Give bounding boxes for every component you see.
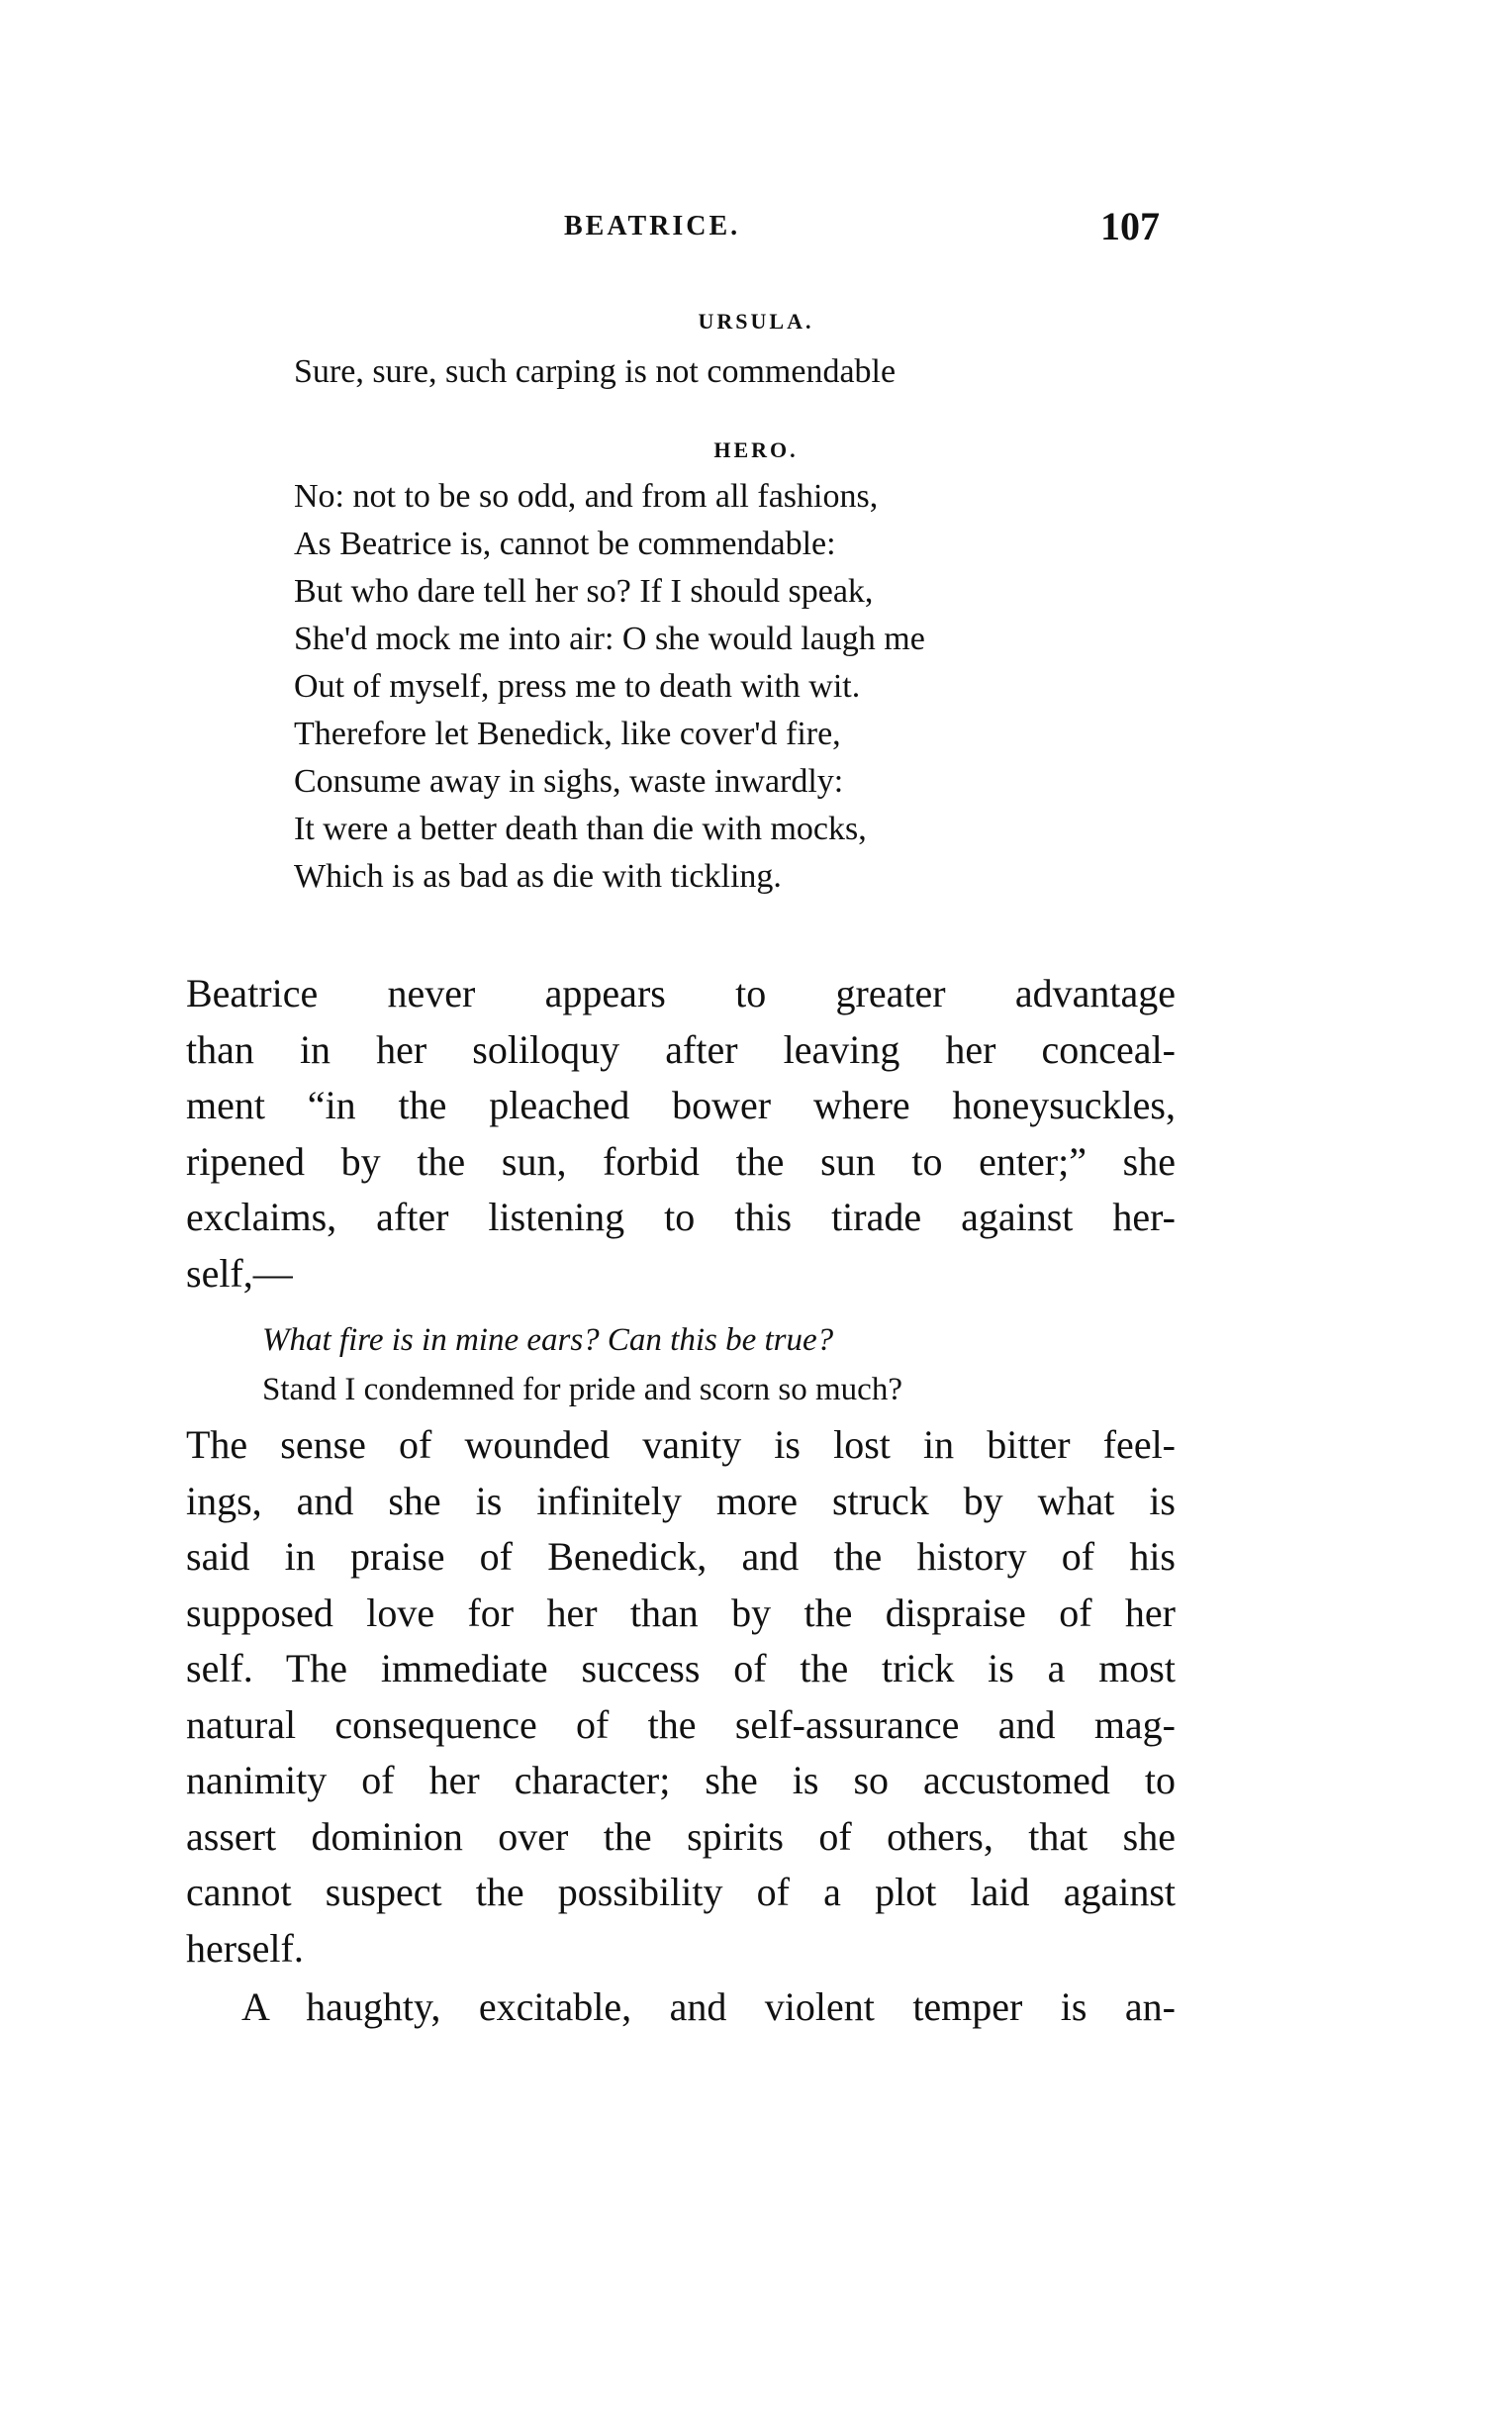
prose-line: nanimity of her character; she is so accustomed to [186, 1758, 1176, 1802]
paragraph-3 [186, 1979, 1176, 2036]
prose-line: said in praise of Benedick, and the history of his [186, 1534, 1176, 1579]
verse-ursula [294, 348, 896, 396]
prose-line: A haughty, excitable, and violent temper is an- [241, 1984, 1176, 2029]
verse-line: As Beatrice is, cannot be commendable: [294, 526, 836, 562]
quotation [262, 1315, 902, 1414]
prose-line: The sense of wounded vanity is lost in bitter feel- [186, 1422, 1176, 1467]
prose-line: natural consequence of the self-assurance and mag- [186, 1701, 1176, 1747]
verse-line: Therefore let Benedick, like cover'd fire, [294, 716, 841, 752]
paragraph-1 [186, 966, 1176, 1302]
verse-line: Out of myself, press me to death with wit. [294, 668, 861, 705]
prose-line: assert dominion over the spirits of others, that she [186, 1813, 1176, 1859]
prose-line: Beatrice never appears to greater advantage [186, 971, 1176, 1015]
prose-line: ings, and she is infinitely more struck by what is [186, 1478, 1176, 1523]
verse-line: She'd mock me into air: O she would laugh me [294, 621, 925, 657]
quote-line: Stand I condemned for pride and scorn so much? [262, 1372, 902, 1407]
page-number: 107 [1100, 204, 1160, 248]
prose-line: ment “in the pleached bower where honeysuckles, [186, 1083, 1176, 1127]
prose-line: than in her soliloquy after leaving her conceal- [186, 1026, 1176, 1072]
prose-line: exclaims, after listening to this tirade against her- [186, 1195, 1176, 1239]
prose-line: self. The immediate success of the trick is a most [186, 1646, 1176, 1690]
paragraph-2 [186, 1417, 1176, 1977]
verse-line: It were a better death than die with mocks, [294, 811, 867, 847]
running-title: BEATRICE. [564, 211, 741, 241]
speaker-hero: HERO. [713, 437, 799, 462]
verse-line: Which is as bad as die with tickling. [294, 858, 782, 895]
verse-line: No: not to be so odd, and from all fashions, [294, 478, 879, 515]
verse-line: Consume away in sighs, waste inwardly: [294, 763, 844, 800]
prose-line: supposed love for her than by the dispraise of her [186, 1590, 1176, 1635]
speaker-ursula: URSULA. [698, 309, 814, 334]
prose-line: herself. [186, 1925, 304, 1971]
page-header [0, 203, 1512, 252]
verse-hero [294, 473, 925, 901]
verse-line: Sure, sure, such carping is not commendable [294, 353, 897, 390]
prose-line: self,— [186, 1250, 293, 1296]
quote-line: What fire is in mine ears? Can this be true? [262, 1322, 834, 1358]
verse-line: But who dare tell her so? If I should speak, [294, 573, 874, 610]
prose-line: cannot suspect the possibility of a plot laid against [186, 1870, 1176, 1914]
prose-line: ripened by the sun, forbid the sun to enter;” she [186, 1138, 1176, 1184]
